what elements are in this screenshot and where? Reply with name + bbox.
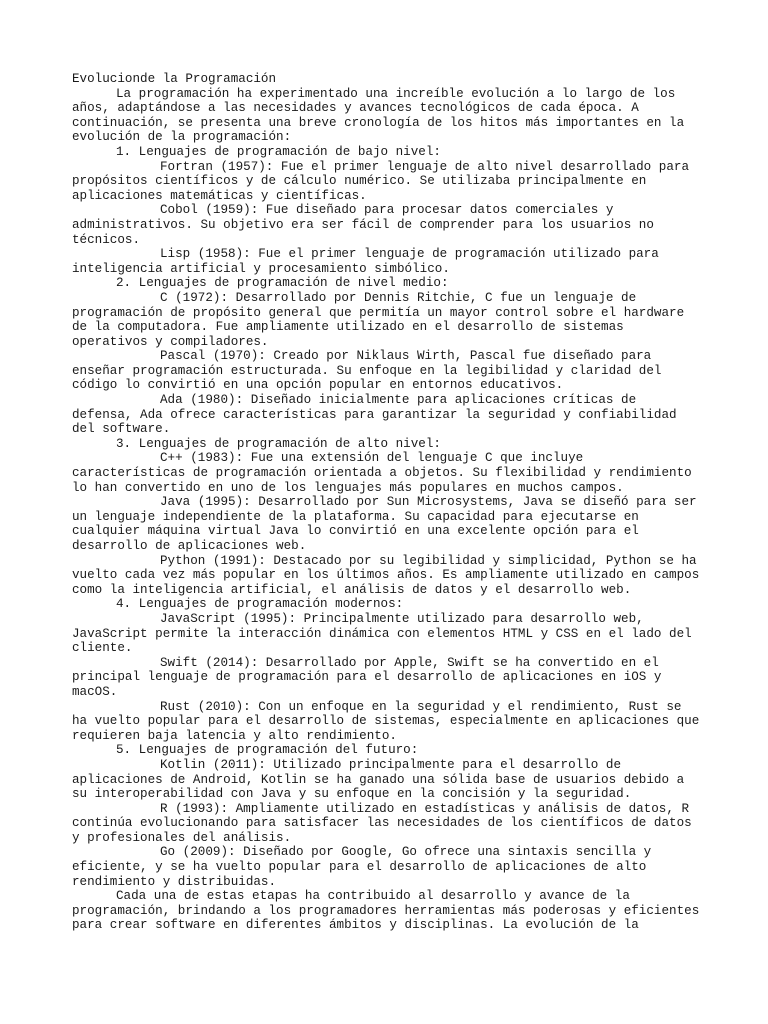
closing-paragraph: Cada una de estas etapas ha contribuido al desarrollo y avance de la programación, brindando a los programadores herramientas más poderosas y eficientes para crear software en diferentes ámbitos y disciplinas. La evolución de la: [72, 889, 707, 933]
section-item: Fortran (1957): Fue el primer lenguaje de alto nivel desarrollado para propósitos científicos y de cálculo numérico. Se utilizaba principalmente en aplicaciones matemáticas y científicas.: [72, 159, 697, 203]
section-item: Go (2009): Diseñado por Google, Go ofrece una sintaxis sencilla y eficiente, y se ha vuelto popular para el desarrollo de aplicaciones de alto rendimiento y distribuidas.: [72, 845, 659, 889]
section-item: Java (1995): Desarrollado por Sun Microsystems, Java se diseñó para ser un lenguaje independiente de la plataforma. Su capacidad para ejecutarse en cualquier máquina virtual Java lo convirtió en una excelente opción para el desarrollo de aplicaciones web.: [72, 495, 705, 553]
intro-paragraph: La programación ha experimentado una increíble evolución a lo largo de los años, adaptándose a las necesidades y avances tecnológicos de cada época. A continuación, se presenta una breve cronología de los hitos más importantes en la evolución de la programación:: [72, 86, 692, 145]
section-item: Ada (1980): Diseñado inicialmente para aplicaciones críticas de defensa, Ada ofrece características para garantizar la seguridad y confiabilidad del software.: [72, 393, 685, 437]
document-title: Evolucionde la Programación: [72, 72, 277, 86]
section-item: JavaScript (1995): Principalmente utilizado para desarrollo web, JavaScript permite la interacción dinámica con elementos HTML y CSS en el lado del cliente.: [72, 611, 700, 656]
section-heading: 3. Lenguajes de programación de alto nivel:: [116, 436, 441, 451]
section-heading: 2. Lenguajes de programación de nivel medio:: [116, 276, 449, 291]
section-item: Swift (2014): Desarrollado por Apple, Swift se ha convertido en el principal lenguaje de programación para el desarrollo de aplicaciones en iOS y macOS.: [72, 655, 670, 699]
section-item: Pascal (1970): Creado por Niklaus Wirth, Pascal fue diseñado para enseñar programación estructurada. Su enfoque en la legibilidad y claridad del código lo convirtió en una opción popular en entornos educativos.: [72, 349, 670, 393]
section-heading: 5. Lenguajes de programación del futuro:: [116, 743, 419, 758]
section-item: R (1993): Ampliamente utilizado en estadísticas y análisis de datos, R continúa evolucionando para satisfacer las necesidades de los científicos de datos y profesionales del análisis.: [72, 801, 700, 845]
section-item: Kotlin (2011): Utilizado principalmente para el desarrollo de aplicaciones de Android, Kotlin se ha ganado una sólida base de usuarios debido a su interoperabilidad con Java y su enfoque en la concisión y la seguridad.: [72, 757, 692, 802]
section-item: Lisp (1958): Fue el primer lenguaje de programación utilizado para inteligencia artificial y procesamiento simbólico.: [72, 247, 667, 276]
section-item: Rust (2010): Con un enfoque en la seguridad y el rendimiento, Rust se ha vuelto popular para el desarrollo de sistemas, especialmente en aplicaciones que requieren baja latencia y alto rendimiento.: [72, 699, 707, 743]
section-item: C (1972): Desarrollado por Dennis Ritchie, C fue un lenguaje de programación de propósito general que permitía un mayor control sobre el hardware de la computadora. Fue ampliamente utilizado en el desarrollo de sistemas operativos y compiladores.: [72, 290, 692, 349]
section-heading: 1. Lenguajes de programación de bajo nivel:: [116, 144, 441, 159]
section-heading: 4. Lenguajes de programación modernos:: [116, 597, 404, 612]
section-item: Python (1991): Destacado por su legibilidad y simplicidad, Python se ha vuelto cada vez más popular en los últimos años. Es ampliamente utilizado en campos como la inteligencia artificial, el análisis de datos y el desarrollo web.: [72, 553, 707, 597]
document-page: [72, 72, 707, 933]
section-item: C++ (1983): Fue una extensión del lenguaje C que incluye características de programación orientada a objetos. Su flexibilidad y rendimiento lo han convertido en uno de los lenguajes más populares en muchos campos.: [72, 451, 700, 495]
section-item: Cobol (1959): Fue diseñado para procesar datos comerciales y administrativos. Su objetivo era ser fácil de comprender para los usuarios no técnicos.: [72, 203, 662, 247]
